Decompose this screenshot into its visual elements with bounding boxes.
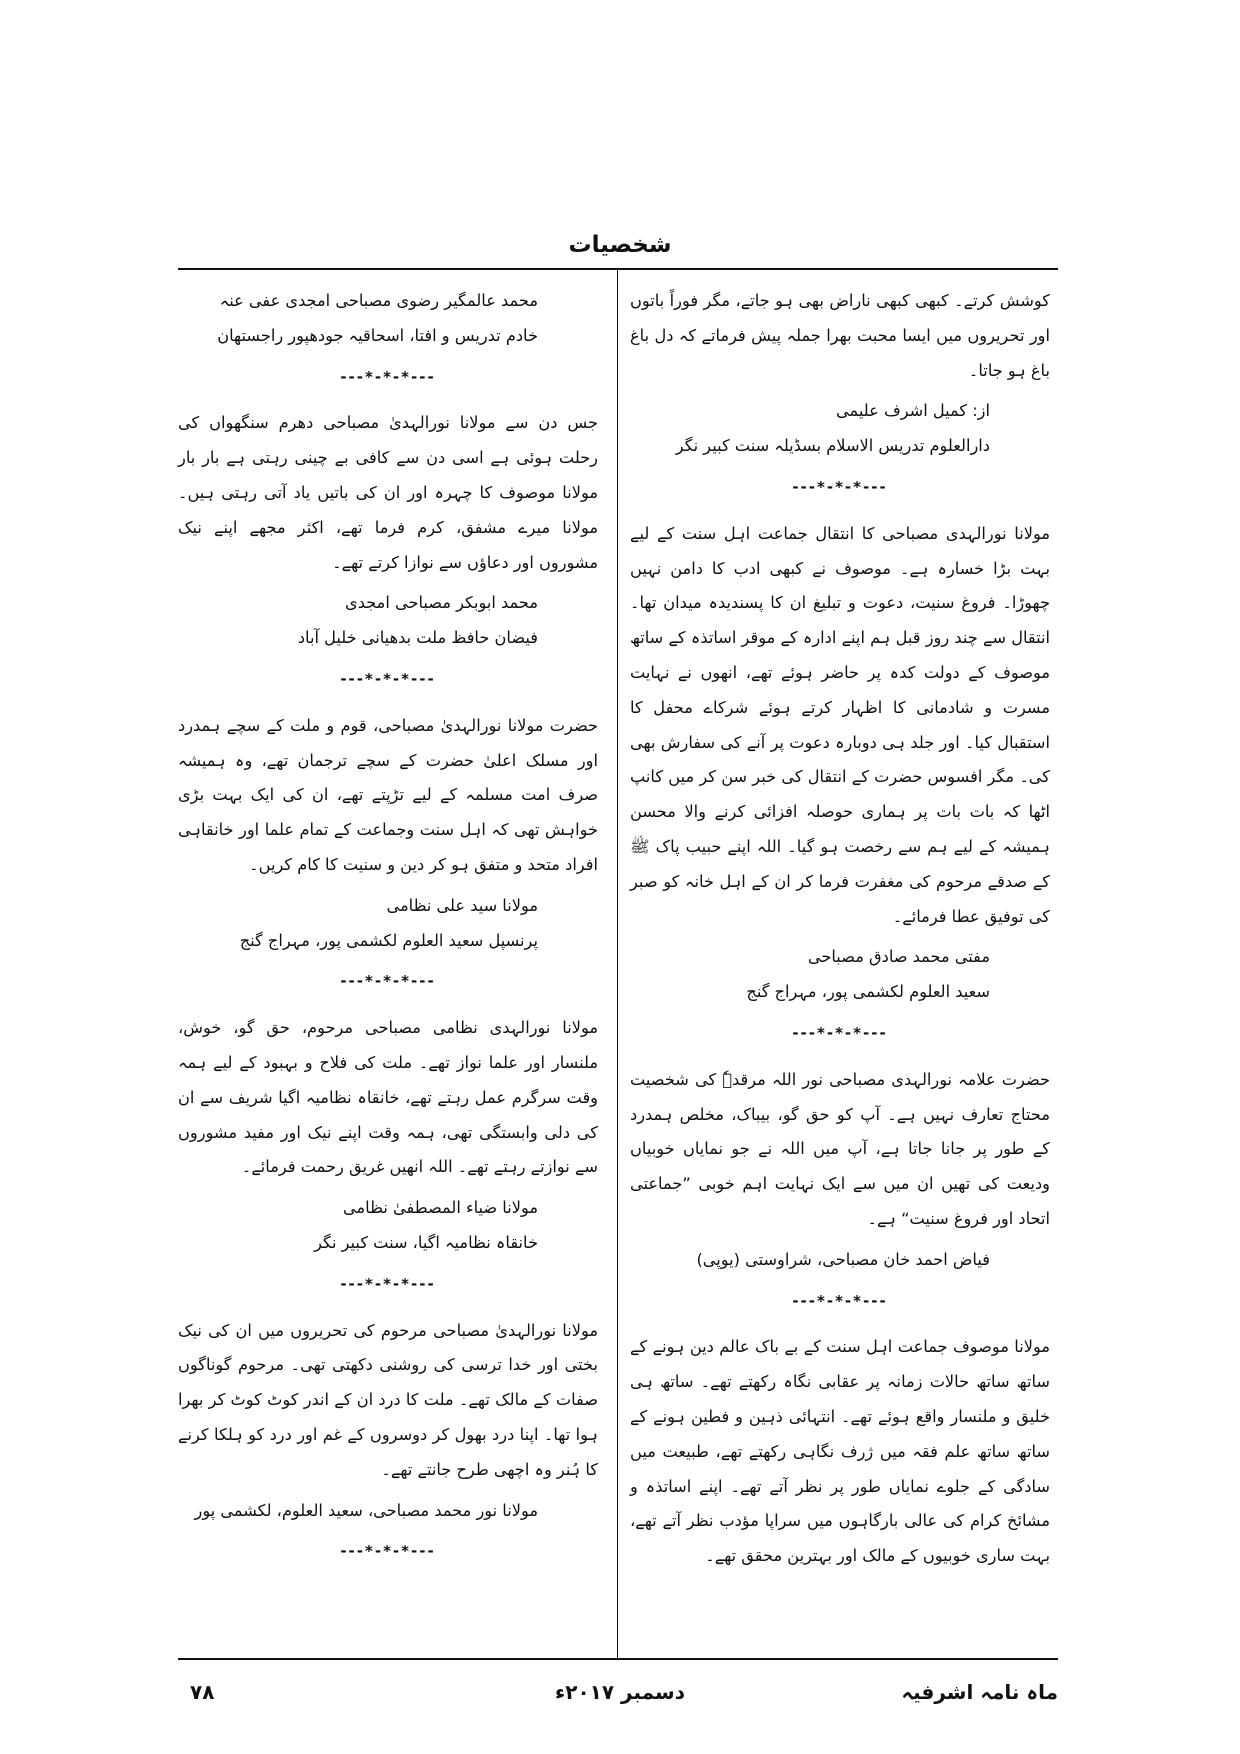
- left-column: [178, 284, 598, 1581]
- separator: ---*-*-*---: [340, 1542, 436, 1561]
- section-title: شخصیات: [568, 232, 672, 258]
- signature-line: فیضان حافظ ملت بدھیانی خلیل آباد: [297, 628, 538, 648]
- signature-line: خادم تدریس و افتا، اسحاقیہ جودھپور راجستھان: [217, 325, 538, 345]
- footer-page-number: ۷۸: [190, 1680, 215, 1704]
- signature-line: مولانا ضیاء المصطفیٰ نظامی: [343, 1198, 538, 1218]
- signature-line: از: کمیل اشرف علیمی: [836, 401, 990, 421]
- separator: ---*-*-*---: [340, 972, 436, 991]
- signature-line: مولانا نور محمد مصباحی، سعید العلوم، لکشمی پور: [194, 1500, 538, 1520]
- signature-line: پرنسپل سعید العلوم لکشمی پور، مہراج گنج: [239, 930, 538, 950]
- separator: ---*-*-*---: [792, 477, 888, 496]
- separator: ---*-*-*---: [340, 669, 436, 688]
- separator: ---*-*-*---: [340, 1274, 436, 1293]
- separator: ---*-*-*---: [792, 1291, 888, 1310]
- signature-line: دارالعلوم تدریس الاسلام بسڈیلہ سنت کبیر نگر: [675, 436, 990, 456]
- signature-line: مفتی محمد صادق مصباحی: [807, 947, 990, 967]
- signature-line: محمد ابوبکر مصباحی امجدی: [345, 593, 538, 613]
- signature-line: محمد عالمگیر رضوی مصباحی امجدی عفی عنہ: [219, 291, 538, 310]
- right-column: [630, 284, 1050, 1580]
- signature-line: مولانا سید علی نظامی: [386, 895, 538, 915]
- separator: ---*-*-*---: [340, 367, 436, 386]
- paragraph: جس دن سے مولانا نورالہدیٰ مصباحی دھرم سنگھواں کی رحلت ہوئی ہے اسی دن سے کافی بے چینی رہتی ہے بار بار مولانا موصوف کا چہرہ اور ان کی باتیں یاد آتی رہتی ہیں۔ مولانا میرے مشفق، کرم فرما تھے، اکثر مجھے اپنے نیک مشوروں اور دعاؤں سے نوازا کرتے تھے۔: [178, 413, 598, 572]
- paragraph: کوشش کرتے۔ کبھی کبھی ناراض بھی ہو جاتے، مگر فوراً باتوں اور تحریروں میں ایسا محبت بھرا جملہ پیش فرماتے کہ دل باغ باغ ہو جاتا۔: [630, 291, 1050, 380]
- separator: ---*-*-*---: [792, 1023, 888, 1042]
- signature-line: سعید العلوم لکشمی پور، مہراج گنج: [746, 982, 990, 1002]
- column-divider: [617, 270, 618, 1658]
- paragraph: مولانا موصوف جماعت اہل سنت کے بے باک عالم دین ہونے کے ساتھ ساتھ حالات زمانہ پر عقابی نگاہ رکھتے تھے۔ ساتھ ہی خلیق و ملنسار واقع ہوئے تھے۔ انتہائی ذہین و فطین ہونے کے ساتھ ساتھ علم فقہ میں ژرف نگاہی رکھتے تھے، طبیعت میں سادگی کے جلوے نمایاں طور پر نظر آتے تھے۔ اپنے اساتذہ و مشائخ کرام کی عالی بارگاہوں میں سراپا مؤدب نظر آتے تھے، بہت ساری خوبیوں کے مالک اور بہترین محقق تھے۔: [630, 1337, 1050, 1566]
- signature-line: خانقاہ نظامیہ اگیا، سنت کبیر نگر: [314, 1232, 538, 1252]
- footer-date: دسمبر ۲۰۱۷ء: [555, 1680, 685, 1704]
- paragraph: مولانا نورالہدی نظامی مصباحی مرحوم، حق گو، خوش، ملنسار اور علما نواز تھے۔ ملت کی فلاح و بہبود کے لیے ہمہ وقت سرگرم عمل رہتے تھے، خانقاہ نظامیہ اگیا شریف سے ان کی دلی وابستگی تھی، ہمہ وقت اپنے نیک اور مفید مشوروں سے نوازتے رہتے تھے۔ اللہ انھیں غریق رحمت فرمائے۔: [178, 1018, 598, 1177]
- paragraph: مولانا نورالہدیٰ مصباحی مرحوم کی تحریروں میں ان کی نیک بختی اور خدا ترسی کی روشنی دکھتی تھی۔ مرحوم گوناگوں صفات کے مالک تھے۔ ملت کا درد ان کے اندر کوٹ کوٹ کر بھرا ہوا تھا۔ اپنا درد بھول کر دوسروں کے غم اور درد کو ہلکا کرنے کا ہُنر وہ اچھی طرح جانتے تھے۔: [178, 1320, 598, 1479]
- bottom-rule: [178, 1658, 1058, 1660]
- paragraph: مولانا نورالہدی مصباحی کا انتقال جماعت اہل سنت کے لیے بہت بڑا خسارہ ہے۔ موصوف نے کبھی ادب کا دامن نہیں چھوڑا۔ فروغ سنیت، دعوت و تبلیغ ان کا پسندیدہ میدان تھا۔ انتقال سے چند روز قبل ہم اپنے ادارہ کے موقر اساتذہ کے ساتھ موصوف کے دولت کدہ پر حاضر ہوئے تھے، انھوں نے نہایت مسرت و شادمانی کا اظہار کرتے ہوئے شرکاے محفل کا استقبال کیا۔ اور جلد ہی دوبارہ دعوت پر آنے کی سفارش بھی کی۔ مگر افسوس حضرت کے انتقال کی خبر سن کر میں کانپ اٹھا کہ بات بات پر ہماری حوصلہ افزائی کرنے والا محسن ہمیشہ کے لیے ہم سے رخصت ہو گیا۔ اللہ اپنے حبیب پاک ﷺ کے صدقے مرحوم کی مغفرت فرما کر ان کے اہل خانہ کو صبر کی توفیق عطا فرمائے۔: [630, 523, 1050, 926]
- paragraph: حضرت علامہ نورالہدی مصباحی نور اللہ مرقدہٗ کی شخصیت محتاج تعارف نہیں ہے۔ آپ کو حق گو، بیباک، مخلص ہمدرد کے طور پر جانا جاتا ہے، آپ میں اللہ نے جو نمایاں خوبیاں ودیعت کی تھیں ان میں سے ایک نہایت اہم خوبی ”جماعتی اتحاد اور فروغ سنیت“ ہے۔: [630, 1069, 1050, 1228]
- footer-magazine-name: ماہ نامہ اشرفیہ: [901, 1680, 1058, 1704]
- top-rule: [178, 268, 1058, 270]
- paragraph: حضرت مولانا نورالہدیٰ مصباحی، قوم و ملت کے سچے ہمدرد اور مسلک اعلیٰ حضرت کے سچے ترجمان تھے، وہ ہمیشہ صرف امت مسلمہ کے لیے تڑپتے تھے، ان کی ایک بہت بڑی خواہش تھی کہ اہل سنت وجماعت کے تمام علما اور خانقاہی افراد متحد و متفق ہو کر دین و سنیت کا کام کریں۔: [178, 715, 598, 874]
- signature-line: فیاض احمد خان مصباحی، شراوستی (یوپی): [696, 1249, 990, 1269]
